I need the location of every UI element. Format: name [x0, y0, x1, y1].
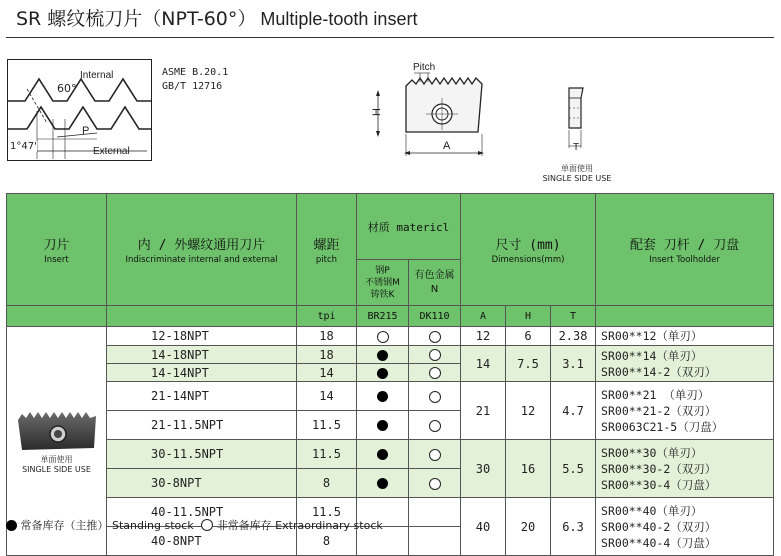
holder-item: SR00**12（单刃） [601, 329, 703, 343]
standing-stock-icon [377, 368, 388, 379]
dk110-stock [409, 382, 461, 411]
holder-cell [596, 346, 774, 382]
unit-tpi: tpi [297, 306, 357, 327]
tpi-value: 11.5 [297, 498, 357, 527]
unit-t: T [551, 306, 596, 327]
thread-code: 40-11.5NPT [107, 498, 297, 527]
br215-stock [357, 327, 409, 346]
standing-stock-icon [377, 478, 388, 489]
col-holder-cn: 配套 刀杆 / 刀盘 [629, 238, 740, 253]
insert-front-view [370, 70, 500, 162]
thread-code: 12-18NPT [107, 327, 297, 346]
extraordinary-stock-icon [201, 519, 213, 531]
holder-cell [596, 440, 774, 498]
thread-code: 40-8NPT [107, 527, 297, 556]
label-taper: 1°47' [10, 141, 37, 152]
holder-item: SR00**40-4（刀盘） [601, 535, 717, 550]
unit-a: A [461, 306, 506, 327]
dim-h: 16 [506, 440, 551, 498]
extraordinary-stock-icon [429, 367, 441, 379]
label-angle: 60° [57, 82, 77, 95]
dk110-stock [409, 327, 461, 346]
thread-code: 30-8NPT [107, 469, 297, 498]
tpi-value: 11.5 [297, 411, 357, 440]
title-divider [6, 37, 774, 38]
dk110-stock [409, 498, 461, 527]
dim-h: 20 [506, 498, 551, 556]
dim-t: 5.5 [551, 440, 596, 498]
tpi-value: 8 [297, 527, 357, 556]
dim-t: 6.3 [551, 498, 596, 556]
label-p: P [82, 125, 90, 137]
table-row [7, 440, 774, 469]
col-mat-dk [409, 260, 461, 306]
dim-a: 14 [461, 346, 506, 382]
tpi-value: 8 [297, 469, 357, 498]
side-note [540, 164, 614, 184]
col-holder [596, 194, 774, 306]
dim-h: 6 [506, 327, 551, 346]
dim-t: 3.1 [551, 346, 596, 382]
holder-item: SR0063C21-5（刀盘） [601, 419, 724, 434]
standing-stock-icon [377, 420, 388, 431]
label-internal: Internal [80, 70, 114, 81]
extraordinary-stock-icon [429, 331, 441, 343]
holder-item: SR00**21-2（双刃） [601, 403, 717, 418]
br215-stock [357, 440, 409, 469]
mat-br-line2: 不锈钢M [365, 277, 400, 288]
holder-cell [596, 382, 774, 440]
standard-asme: ASME B.20.1 [162, 67, 229, 78]
col-insert [7, 194, 107, 306]
extraordinary-stock-icon [429, 420, 441, 432]
col-dimensions [461, 194, 596, 306]
dk110-stock [409, 440, 461, 469]
extraordinary-stock-icon [429, 478, 441, 490]
col-thread-en: Indiscriminate internal and external [125, 255, 278, 265]
label-pitch: Pitch [413, 62, 436, 73]
holder-item: SR00**40（单刃） [601, 503, 703, 518]
insert-side-cn: 单面使用 [40, 454, 73, 464]
insert-table [6, 193, 774, 556]
side-note-cn: 单面使用 [561, 164, 593, 173]
thread-code: 21-14NPT [107, 382, 297, 411]
label-external: External [93, 146, 130, 157]
tpi-value: 18 [297, 327, 357, 346]
mat-dk-cn: 有色金属 [414, 269, 455, 281]
unit-br215: BR215 [357, 306, 409, 327]
br215-stock [357, 346, 409, 364]
label-t: T [573, 142, 580, 153]
standing-stock-icon [6, 520, 17, 531]
dk110-stock [409, 364, 461, 382]
holder-item: SR00**14-2（双刃） [601, 364, 717, 379]
dim-a: 12 [461, 327, 506, 346]
br215-stock [357, 411, 409, 440]
mat-dk-en: N [430, 283, 439, 295]
thread-code: 30-11.5NPT [107, 440, 297, 469]
holder-item: SR00**30-2（双刃） [601, 461, 717, 476]
stock-legend [6, 517, 383, 533]
title-en: Multiple-tooth insert [260, 9, 418, 29]
dk110-stock [409, 469, 461, 498]
standards [162, 66, 228, 94]
unit-holder-blank [596, 306, 774, 327]
col-thread [107, 194, 297, 306]
unit-insert-blank [7, 306, 107, 327]
holder-item: SR00**14（单刃） [601, 348, 703, 363]
title-cn: SR 螺纹梳刀片（NPT-60°） [16, 8, 257, 30]
mat-br-line3: 铸铁K [370, 289, 395, 300]
br215-stock [357, 364, 409, 382]
holder-item: SR00**30（单刃） [601, 445, 703, 460]
col-pitch-cn: 螺距 [313, 238, 340, 253]
standing-stock-icon [377, 350, 388, 361]
holder-item: SR00**30-4（刀盘） [601, 477, 717, 492]
dim-t: 2.38 [551, 327, 596, 346]
holder-cell [596, 498, 774, 556]
col-pitch [297, 194, 357, 306]
insert-photo [14, 408, 100, 452]
col-insert-cn: 刀片 [43, 238, 70, 253]
label-h: H [370, 108, 383, 116]
dim-t: 4.7 [551, 382, 596, 440]
dim-a: 21 [461, 382, 506, 440]
col-mat-br [357, 260, 409, 306]
tpi-value: 11.5 [297, 440, 357, 469]
holder-item: SR00**21 （单刃） [601, 387, 710, 402]
standard-gbt: GB/T 12716 [162, 81, 223, 92]
dk110-stock [409, 411, 461, 440]
dk110-stock [409, 346, 461, 364]
legend-extra: 非常备库存 Extraordinary stock [216, 519, 383, 532]
br215-stock [357, 469, 409, 498]
col-holder-en: Insert Toolholder [649, 255, 720, 265]
holder-cell [596, 327, 774, 346]
tpi-value: 14 [297, 364, 357, 382]
unit-dk110: DK110 [409, 306, 461, 327]
table-row [7, 382, 774, 411]
table-row [7, 327, 774, 346]
col-thread-cn: 内 / 外螺纹通用刀片 [137, 238, 266, 253]
unit-thread-blank [107, 306, 297, 327]
unit-h: H [506, 306, 551, 327]
thread-code: 14-14NPT [107, 364, 297, 382]
holder-item: SR00**40-2（双刃） [601, 519, 717, 534]
thread-code: 14-18NPT [107, 346, 297, 364]
dim-a: 40 [461, 498, 506, 556]
col-insert-en: Insert [44, 255, 69, 265]
dim-a: 30 [461, 440, 506, 498]
dk110-stock [409, 527, 461, 556]
mat-br-line1: 钢P [375, 265, 390, 276]
tpi-value: 14 [297, 382, 357, 411]
legend-standing: 常备库存（主推） Standing stock [20, 519, 194, 532]
dim-h: 12 [506, 382, 551, 440]
br215-stock [357, 382, 409, 411]
extraordinary-stock-icon [429, 391, 441, 403]
tpi-value: 18 [297, 346, 357, 364]
extraordinary-stock-icon [429, 349, 441, 361]
table-row [7, 346, 774, 364]
col-dim-cn: 尺寸 (mm) [495, 238, 561, 253]
col-pitch-en: pitch [315, 255, 338, 265]
label-a: A [443, 140, 451, 152]
insert-side-en: SINGLE SIDE USE [22, 464, 91, 474]
col-material: 材质 matericl [357, 194, 461, 260]
thread-code: 21-11.5NPT [107, 411, 297, 440]
col-dim-en: Dimensions(mm) [491, 255, 565, 265]
extraordinary-stock-icon [377, 331, 389, 343]
standing-stock-icon [377, 449, 388, 460]
side-note-en: SINGLE SIDE USE [542, 174, 612, 183]
dim-h: 7.5 [506, 346, 551, 382]
standing-stock-icon [377, 391, 388, 402]
extraordinary-stock-icon [429, 449, 441, 461]
page-title [16, 4, 417, 31]
